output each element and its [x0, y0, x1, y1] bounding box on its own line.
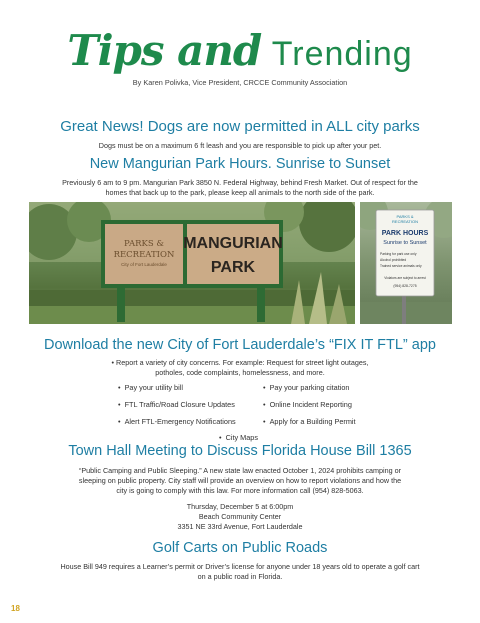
hours-rule-3: Trained service animals only	[380, 264, 422, 268]
mangurian-body-line2: homes that back up to the park, please keep all animals to the north side of the park.	[105, 188, 375, 197]
hours-logo-line1: PARKS &	[396, 214, 414, 219]
fixit-item-utility-bill: • Pay your utility bill	[118, 383, 183, 392]
park-hours-illustration	[360, 202, 452, 324]
fixit-item-incident-reporting: • Online Incident Reporting	[263, 400, 352, 409]
townhall-body-line3: city is going to comply with this law. For more information call (954) 828-5063.	[116, 486, 364, 495]
fixit-intro-line1	[40, 358, 440, 369]
fixit-item-city-maps: • City Maps	[219, 433, 258, 442]
park-sign-illustration	[29, 202, 355, 324]
golf-body-line2: on a public road in Florida.	[197, 572, 283, 581]
dogs-body: Dogs must be on a maximum 6 ft leash and you are responsible to pick up after your pet.	[98, 141, 382, 150]
hours-title: PARK HOURS	[381, 230, 429, 237]
masthead	[0, 26, 480, 80]
sign-left-top: PARKS &	[124, 239, 164, 249]
park-photos	[29, 202, 452, 324]
byline: By Karen Polivka, Vice President, CRCCE Community Association	[132, 78, 348, 87]
mangurian-heading: New Mangurian Park Hours. Sunrise to Sunset	[89, 156, 391, 172]
fixit-item-traffic-updates: • FTL Traffic/Road Closure Updates	[118, 400, 235, 409]
townhall-date: Thursday, December 5 at 6:00pm	[186, 502, 294, 511]
townhall-body-line2: sleeping on public property. City staff will provide an overview on how to report violations and how the	[78, 476, 402, 485]
sign-left-bottom: City of Fort Lauderdale	[121, 262, 167, 267]
townhall-venue: Beach Community Center	[198, 512, 282, 521]
golf-heading: Golf Carts on Public Roads	[152, 540, 328, 556]
townhall-address: 3351 NE 33rd Avenue, Fort Lauderdale	[177, 522, 303, 531]
fixit-intro-line2: potholes, code complaints, homelessness, and more.	[155, 368, 325, 377]
masthead-script-title: Tips and	[67, 26, 262, 75]
fixit-intro-text: Report a variety of city concerns. For example: Request for street light outages,	[116, 358, 369, 367]
fixit-intro-bullet: •	[111, 358, 117, 367]
hours-logo-line2: RECREATION	[392, 219, 418, 224]
hours-phone: (954) 828-7275	[393, 284, 417, 288]
fixit-heading: Download the new City of Fort Lauderdale’s “FIX IT FTL” app	[44, 337, 436, 353]
townhall-heading: Town Hall Meeting to Discuss Florida House Bill 1365	[68, 443, 412, 459]
park-hours-photo	[360, 202, 452, 324]
mangurian-body-line1: Previously 6 am to 9 pm. Mangurian Park 3850 N. Federal Highway, behind Fresh Market. Out of respect for the	[62, 178, 418, 187]
townhall-body-line1: “Public Camping and Public Sleeping.” A new state law enacted October 1, 2024 prohibits camping or	[78, 466, 402, 475]
page-number: 18	[11, 604, 20, 613]
dogs-heading: Great News! Dogs are now permitted in ALL city parks	[60, 118, 420, 135]
hours-rule-1: Parking for park use only	[380, 252, 417, 256]
park-sign-photo	[29, 202, 355, 324]
fixit-item-building-permit: • Apply for a Building Permit	[263, 417, 356, 426]
sign-right-line1: MANGURIAN	[183, 235, 283, 252]
fixit-item-parking-citation: • Pay your parking citation	[263, 383, 349, 392]
masthead-sans-title: Trending	[271, 35, 413, 73]
golf-body-line1: House Bill 949 requires a Learner’s permit or Driver’s license for anyone under 18 years old to operate a golf cart	[60, 562, 420, 571]
sign-right-line2: PARK	[210, 259, 256, 276]
fixit-item-emergency-alerts: • Alert FTL-Emergency Notifications	[118, 417, 236, 426]
hours-rule-2: Alcohol prohibited	[380, 258, 407, 262]
sign-left-mid: RECREATION	[113, 250, 175, 260]
hours-footer: Violators are subject to arrest	[384, 276, 426, 280]
hours-sub: Sunrise to Sunset	[383, 240, 427, 246]
